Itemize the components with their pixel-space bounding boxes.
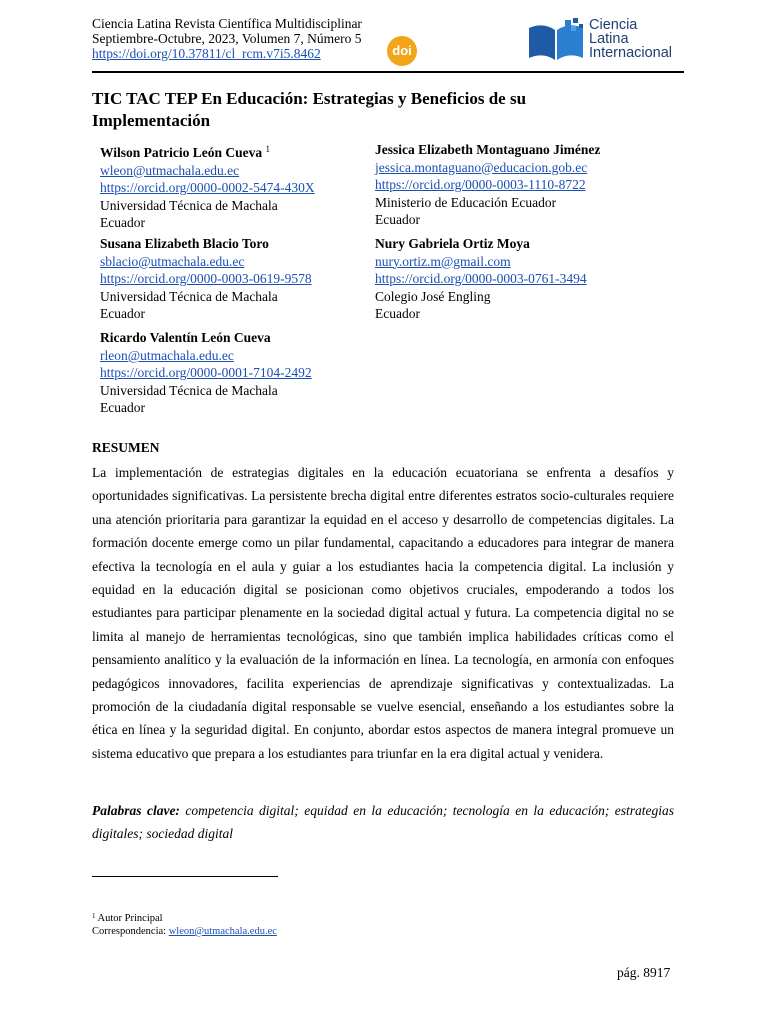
keywords-label: Palabras clave: [92, 803, 180, 818]
doi-icon: doi [387, 36, 417, 66]
author-affiliation: Universidad Técnica de Machala [100, 288, 278, 304]
logo-text-line1: Ciencia [589, 17, 638, 33]
logo-text-line2: Latina [589, 31, 629, 47]
author-country: Ecuador [100, 306, 145, 322]
author-email[interactable]: wleon@utmachala.edu.ec [100, 162, 240, 178]
footnote-author-label: Autor Principal [97, 913, 163, 924]
page-header [92, 16, 684, 72]
author-affiliation: Colegio José Engling [375, 288, 491, 304]
keywords [92, 799, 674, 846]
title-line-1: TIC TAC TEP En Educación: Estrategias y Beneficios de su [92, 89, 527, 108]
logo-text-line3: Internacional [589, 45, 673, 61]
footnote-divider [92, 876, 278, 877]
author-email[interactable]: rleon@utmachala.edu.ec [100, 347, 234, 363]
author-name: Susana Elizabeth Blacio Toro [100, 236, 269, 251]
keywords-list: competencia digital; equidad en la educación; tecnología en la educación; estrategias digitales; sociedad digital [92, 803, 675, 842]
author-footnote-marker: 1 [265, 144, 271, 154]
paper-title [92, 88, 682, 132]
author-country: Ecuador [375, 306, 420, 322]
author-name: Jessica Elizabeth Montaguano Jiménez [375, 142, 601, 157]
footnote-email-link[interactable]: wleon@utmachala.edu.ec [168, 926, 277, 937]
issue-info: Septiembre-Octubre, 2023, Volumen 7, Número 5 [92, 31, 362, 46]
author-affiliation: Ministerio de Educación Ecuador [375, 194, 557, 210]
author-orcid[interactable]: https://orcid.org/0000-0001-7104-2492 [100, 365, 312, 381]
logo-book-icon [527, 18, 585, 62]
page-number: pág. 8917 [617, 965, 671, 980]
footnote-marker: 1 [92, 912, 96, 920]
author-block [375, 235, 587, 323]
author-block [100, 141, 315, 232]
author-email[interactable]: nury.ortiz.m@gmail.com [375, 253, 511, 269]
author-country: Ecuador [375, 212, 420, 228]
author-name: Nury Gabriela Ortiz Moya [375, 236, 530, 251]
author-orcid[interactable]: https://orcid.org/0000-0003-0619-9578 [100, 271, 312, 287]
author-orcid[interactable]: https://orcid.org/0000-0002-5474-430X [100, 180, 315, 196]
author-name: Ricardo Valentín León Cueva [100, 330, 271, 345]
author-block [375, 141, 600, 229]
author-affiliation: Universidad Técnica de Machala [100, 382, 278, 398]
author-block [100, 235, 312, 323]
header-divider [92, 71, 684, 73]
abstract-heading: RESUMEN [92, 440, 160, 455]
footnote-correspondence-label: Correspondencia: [92, 926, 167, 937]
footnote [92, 910, 277, 938]
author-country: Ecuador [100, 400, 145, 416]
author-orcid[interactable]: https://orcid.org/0000-0003-0761-3494 [375, 271, 587, 287]
abstract-text: La implementación de estrategias digitales en la educación ecuatoriana se enfrenta a desafíos y oportunidades significativas. La persistente brecha digital entre diferentes estratos socio-culturales requiere una atención prioritaria para garantizar la equidad en el acceso y desarrollo de competencias digitales. La formación docente emerge como un pilar fundamental, capacitando a educadores para integrar de manera efectiva la tecnología en el aula y guiar a los estudiantes hacia la competencia digital. La inclusión y equidad en la educación digital se posicionan como objetivos cruciales, empoderando a todos los estudiantes para participar plenamente en la sociedad digital actual y futura. La competencia digital no se limita al manejo de herramientas tecnológicas, sino que también implica habilidades críticas como el pensamiento analítico y la evaluación de la información en línea. La tecnología, en armonía con enfoques pedagógicos innovadores, facilita experiencias de aprendizaje significativas y contextualizadas. La promoción de la ciudadanía digital responsable se vuelve esencial, enseñando a los estudiantes sobre la ética en línea y la seguridad digital. En conjunto, abordar estos aspectos de manera integral promueve un sistema educativo que prepara a los estudiantes para triunfar en la era digital actual y venidera. [92, 465, 674, 761]
author-block [100, 329, 312, 417]
journal-name: Ciencia Latina Revista Científica Multidisciplinar [92, 16, 362, 31]
doi-link[interactable]: https://doi.org/10.37811/cl_rcm.v7i5.8462 [92, 46, 321, 61]
ciencia-latina-logo [527, 16, 687, 66]
author-orcid[interactable]: https://orcid.org/0000-0003-1110-8722 [375, 177, 586, 193]
author-name: Wilson Patricio León Cueva [100, 145, 263, 160]
author-country: Ecuador [100, 215, 145, 231]
author-affiliation: Universidad Técnica de Machala [100, 197, 278, 213]
title-line-2: Implementación [92, 111, 211, 130]
author-email[interactable]: jessica.montaguano@educacion.gob.ec [375, 159, 588, 175]
author-email[interactable]: sblacio@utmachala.edu.ec [100, 253, 245, 269]
